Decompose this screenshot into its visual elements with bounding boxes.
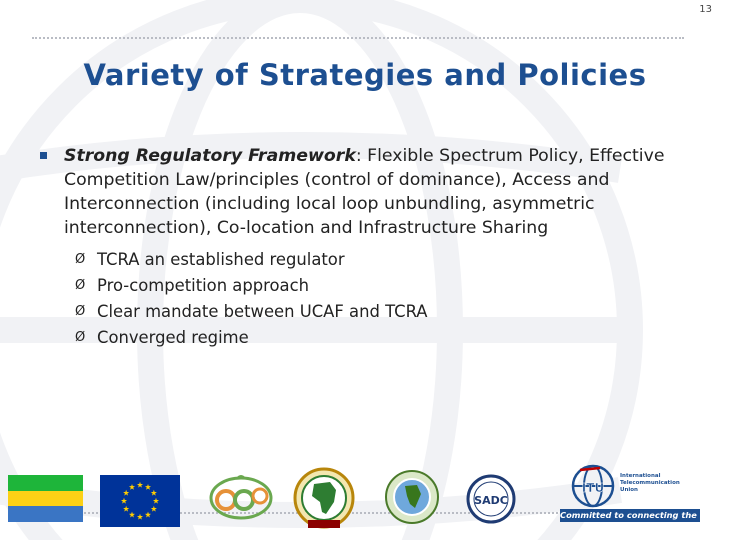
page-number: 13 [699, 4, 712, 15]
itu-logo [560, 462, 727, 526]
main-bullet [40, 144, 680, 240]
itu-tagline: Committed to connecting the world [560, 510, 727, 520]
itu-org-name [620, 473, 680, 494]
main-bullet-emphasis: Strong Regulatory Framework [64, 146, 356, 166]
slide-content [40, 144, 680, 351]
slide-title: Variety of Strategies and Policies [83, 58, 647, 92]
square-bullet-icon [40, 152, 47, 159]
sub-bullet-list [40, 247, 680, 351]
sub-bullet-text: Pro-competition approach [97, 276, 310, 295]
main-bullet-body: : Flexible Spectrum Policy, Effective Competition Law/principles (control of dominance), Access and Interconnection (including local loop unbundling, asymmetric interconnection), Co-location and Infrastructure Sharing [64, 146, 665, 238]
regional-organisation-emblem [385, 468, 440, 526]
itu-name-line: International [620, 473, 661, 479]
itu-name-line: Union [620, 487, 638, 493]
african-union-emblem [290, 468, 358, 530]
sadc-logo [465, 474, 517, 524]
arrow-bullet-icon: Ø [75, 330, 86, 345]
sub-bullet-text: Converged regime [97, 328, 249, 347]
flag-stripe-blue [8, 506, 83, 522]
flag-stripe-yellow [8, 491, 83, 506]
itu-globe-icon [568, 464, 618, 508]
arrow-bullet-icon: Ø [75, 304, 86, 319]
sadc-mark: SADC [474, 494, 508, 507]
itu-wordmark: ITU [581, 481, 605, 495]
sub-bullet-text: Clear mandate between UCAF and TCRA [97, 302, 428, 321]
main-bullet-text [64, 144, 676, 240]
flag-stripe-green [8, 475, 83, 491]
list-item [75, 299, 680, 325]
list-item [75, 247, 680, 273]
arrow-bullet-icon: Ø [75, 252, 86, 267]
itu-name-line: Telecommunication [620, 480, 680, 486]
list-item [75, 273, 680, 299]
arrow-bullet-icon: Ø [75, 278, 86, 293]
eu-flag-logo [100, 475, 180, 527]
top-divider [32, 37, 684, 39]
acp-logo [208, 472, 274, 522]
gabon-flag-logo [8, 475, 83, 522]
list-item [75, 325, 680, 351]
itu-tagline-bar [560, 509, 727, 522]
sub-bullet-text: TCRA an established regulator [97, 250, 345, 269]
